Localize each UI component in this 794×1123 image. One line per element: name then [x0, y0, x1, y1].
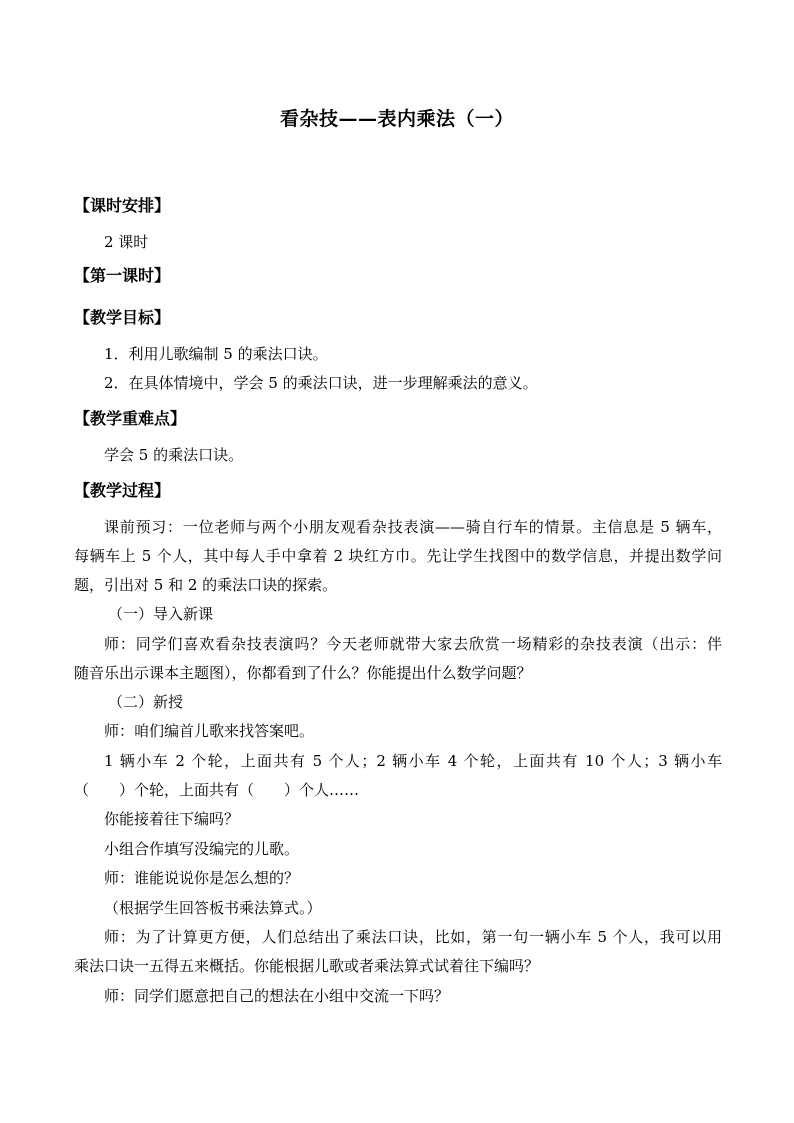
- process-subheading-intro: （一）导入新课: [108, 605, 214, 623]
- goals-heading: 【教学目标】: [74, 308, 171, 327]
- process-paragraph-line: 课前预习：一位老师与两个小朋友观看杂技表演——骑自行车的情景。主信息是 5 辆车，: [104, 518, 722, 536]
- key-points-text: 学会 5 的乘法口诀。: [104, 446, 244, 464]
- key-points-heading: 【教学重难点】: [74, 409, 187, 428]
- process-paragraph-line: 每辆车上 5 个人，其中每人手中拿着 2 块红方巾。先让学生找图中的数学信息，并提出数学问: [74, 547, 722, 565]
- process-paragraph-line: 1 辆小车 2 个轮，上面共有 5 个人；2 辆小车 4 个轮，上面共有 10 个人；3 辆小车: [104, 752, 722, 770]
- process-paragraph-line: 师：咱们编首儿歌来找答案吧。: [104, 722, 315, 740]
- process-paragraph-line: 乘法口诀一五得五来概括。你能根据儿歌或者乘法算式试着往下编吗？: [74, 957, 540, 975]
- process-paragraph-line: 师：谁能说说你是怎么想的？: [104, 869, 300, 887]
- goal-item-1: 1．利用儿歌编制 5 的乘法口诀。: [104, 345, 328, 363]
- process-paragraph-line: 你能接着往下编吗？: [104, 810, 240, 828]
- process-paragraph-line: 师：同学们喜欢看杂技表演吗？今天老师就带大家去欣赏一场精彩的杂技表演（出示：伴: [104, 635, 722, 653]
- process-paragraph-line: 随音乐出示课本主题图），你都看到了什么？你能提出什么数学问题？: [74, 664, 532, 682]
- goal-item-2: 2．在具体情境中，学会 5 的乘法口诀，进一步理解乘法的意义。: [104, 374, 538, 392]
- process-paragraph-line: 师：同学们愿意把自己的想法在小组中交流一下吗？: [104, 987, 450, 1005]
- process-paragraph-line: 题，引出对 5 和 2 的乘法口诀的探索。: [74, 576, 338, 594]
- schedule-heading: 【课时安排】: [74, 196, 171, 215]
- document-title: 看杂技——表内乘法（一）: [279, 108, 514, 130]
- process-subheading-new: （二）新授: [108, 693, 184, 711]
- process-paragraph-line: 小组合作填写没编完的儿歌。: [104, 840, 300, 858]
- process-paragraph-line: （根据学生回答板书乘法算式。）: [104, 899, 322, 917]
- process-heading: 【教学过程】: [74, 481, 171, 500]
- schedule-text: 2 课时: [104, 233, 149, 251]
- first-lesson-heading: 【第一课时】: [74, 266, 171, 285]
- process-paragraph-line: （ ）个轮，上面共有（ ）个人……: [74, 781, 360, 799]
- process-paragraph-line: 师：为了计算更方便，人们总结出了乘法口诀，比如，第一句一辆小车 5 个人，我可以用: [104, 928, 722, 946]
